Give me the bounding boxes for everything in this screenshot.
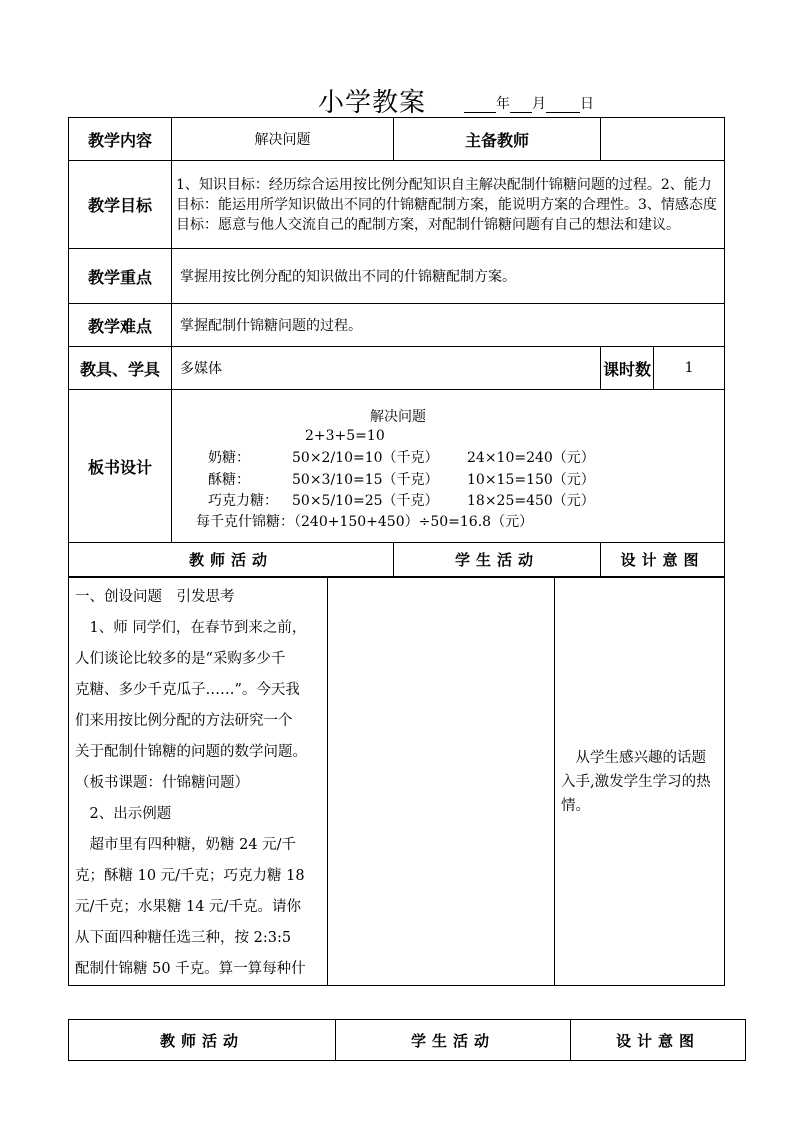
teacher-activity-line: 1、师 同学们，在春节到来之前， xyxy=(75,620,307,636)
board-ratio: 2+3+5=10 xyxy=(305,428,385,444)
page-title: 小学教案 xyxy=(318,88,427,118)
teacher-activity-line: 关于配制什锦糖的问题的数学问题。 xyxy=(75,744,307,760)
board-line-cost: 10×15=150（元） xyxy=(467,472,595,488)
key-label: 教学重点 xyxy=(69,249,172,304)
student-activity-cell[interactable] xyxy=(328,578,555,986)
board-line-name: 巧克力糖： xyxy=(208,493,278,509)
teacher-value[interactable] xyxy=(601,118,725,161)
lesson-plan-table xyxy=(68,117,725,577)
teacher-activity-line: 配制什锦糖 50 千克。算一算每种什 xyxy=(75,961,306,977)
board-line-name: 酥糖： xyxy=(208,472,250,488)
teacher-activity-line: 超市里有四种糖，奶糖 24 元/千 xyxy=(75,837,297,853)
teacher-activity-line: （板书课题：什锦糖问题） xyxy=(75,775,249,791)
teacher-activity-line: 人们谈论比较多的是“采购多少千 xyxy=(75,651,286,667)
tools-value[interactable]: 多媒体 xyxy=(172,347,601,390)
hours-label: 课时数 xyxy=(601,347,654,390)
board-line-calc: 50×3/10=15（千克） xyxy=(292,472,439,488)
tools-label: 教具、学具 xyxy=(69,347,172,390)
design-intent-header: 设计意图 xyxy=(571,1020,746,1061)
board-title: 解决问题 xyxy=(370,409,426,425)
activity-table xyxy=(68,577,725,986)
teacher-activity-header: 教师活动 xyxy=(69,1020,336,1061)
board-line-name: 奶糖： xyxy=(208,450,250,466)
board-label: 板书设计 xyxy=(69,390,172,543)
difficulty-text[interactable]: 掌握配制什锦糖问题的过程。 xyxy=(172,304,725,347)
header xyxy=(0,80,794,116)
teacher-activity-line: 2、出示例题 xyxy=(75,806,172,822)
board-design xyxy=(172,390,725,543)
teacher-activity-line: 元/千克；水果糖 14 元/千克。请你 xyxy=(75,899,301,915)
year-blank[interactable] xyxy=(464,98,496,113)
student-activity-header: 学生活动 xyxy=(336,1020,571,1061)
design-intent-header: 设计意图 xyxy=(601,543,725,577)
month-blank[interactable] xyxy=(510,98,532,113)
hours-value[interactable]: 1 xyxy=(654,347,725,390)
teacher-activity-line: 们来用按比例分配的方法研究一个 xyxy=(75,713,293,729)
content-label: 教学内容 xyxy=(69,118,172,161)
teacher-activity-line: 从下面四种糖任选三种，按 2:3:5 xyxy=(75,930,292,946)
month-label: 月 xyxy=(532,96,546,112)
board-line-calc: 50×2/10=10（千克） xyxy=(292,450,439,466)
student-activity-header: 学生活动 xyxy=(394,543,601,577)
difficulty-label: 教学难点 xyxy=(69,304,172,347)
goals-text[interactable]: 1、知识目标：经历综合运用按比例分配知识自主解决配制什锦糖问题的过程。2、能力目标：能运用所学知识做出不同的什锦糖配制方案，能说明方案的合理性。3、情感态度目标：愿意与他人交流自己的配制方案，对配制什锦糖问题有自己的想法和建议。 xyxy=(172,161,725,249)
teacher-activity-line: 克；酥糖 10 元/千克；巧克力糖 18 xyxy=(75,868,305,884)
teacher-activity-header: 教师活动 xyxy=(69,543,394,577)
board-total: 每千克什锦糖：（240+150+450）÷50=16.8（元） xyxy=(196,514,534,530)
teacher-activity-line: 一、创设问题 引发思考 xyxy=(75,589,235,605)
year-label: 年 xyxy=(496,96,510,112)
teacher-activity-line: 克糖、多少千克瓜子……”。今天我 xyxy=(75,682,300,698)
day-label: 日 xyxy=(580,96,594,112)
content-value[interactable]: 解决问题 xyxy=(172,118,394,161)
goals-label: 教学目标 xyxy=(69,161,172,249)
board-line-calc: 50×5/10=25（千克） xyxy=(292,493,439,509)
key-text[interactable]: 掌握用按比例分配的知识做出不同的什锦糖配制方案。 xyxy=(172,249,725,304)
activity-header-table-page2 xyxy=(68,1019,746,1061)
teacher-label: 主备教师 xyxy=(394,118,601,161)
board-line-cost: 18×25=450（元） xyxy=(467,493,595,509)
date-line xyxy=(464,93,594,113)
teacher-activity-cell[interactable] xyxy=(69,578,328,986)
day-blank[interactable] xyxy=(546,98,580,113)
design-intent-cell[interactable]: 从学生感兴趣的话题入手,激发学生学习的热情。 xyxy=(555,578,725,986)
board-line-cost: 24×10=240（元） xyxy=(467,450,595,466)
